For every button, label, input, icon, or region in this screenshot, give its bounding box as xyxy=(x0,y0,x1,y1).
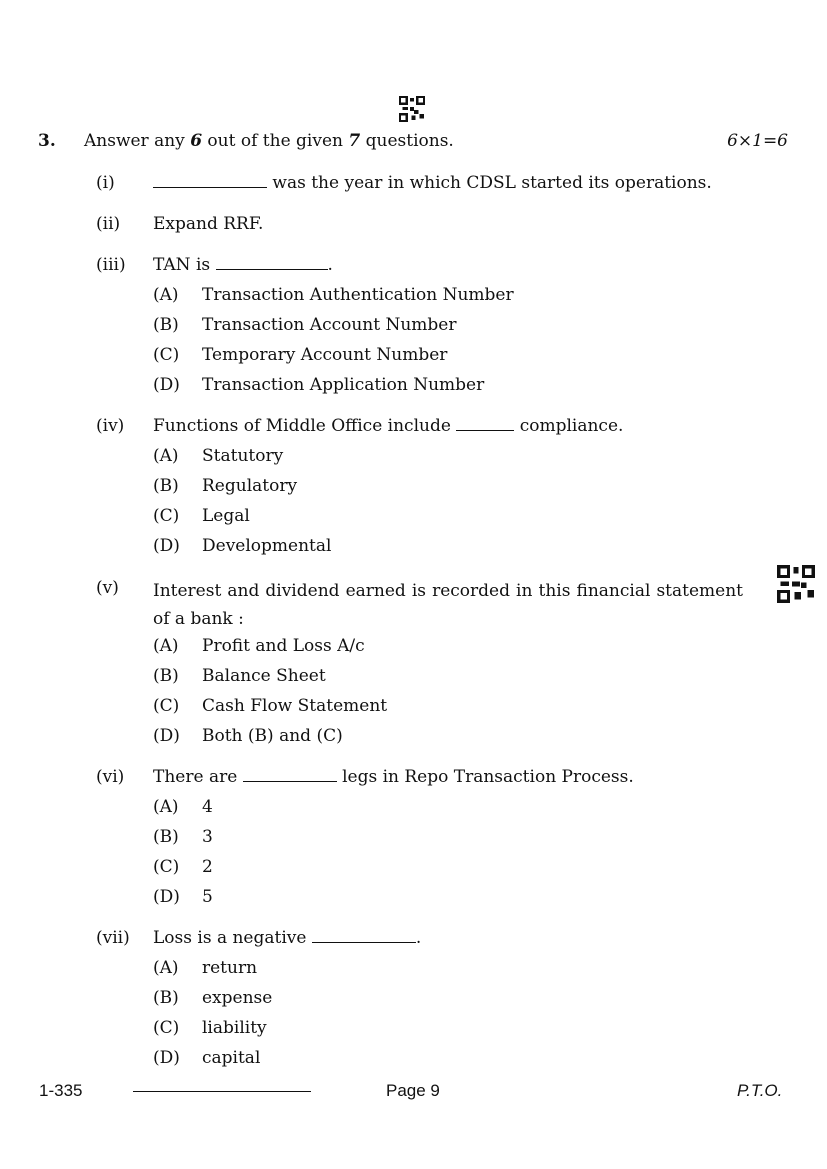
item-text-vi: There are legs in Repo Transaction Process. xyxy=(153,767,634,787)
qr-code-side xyxy=(777,565,815,603)
answer-blank xyxy=(456,416,514,431)
option-letter: (D) xyxy=(153,375,180,395)
item-label-ii: (ii) xyxy=(96,214,121,234)
option-letter: (B) xyxy=(153,827,179,847)
item-text-ii: Expand RRF. xyxy=(153,214,264,234)
option-letter: (C) xyxy=(153,857,180,877)
item-label-iii: (iii) xyxy=(96,255,126,275)
qr-code-top xyxy=(398,96,426,122)
option-text: Statutory xyxy=(202,446,284,466)
option-text: liability xyxy=(202,1018,267,1038)
answer-blank xyxy=(243,767,337,782)
option-letter: (B) xyxy=(153,988,179,1008)
option-text: Regulatory xyxy=(202,476,298,496)
option-text: Transaction Application Number xyxy=(202,375,485,395)
option-text: capital xyxy=(202,1048,261,1068)
question-number: 3. xyxy=(38,131,56,151)
option-text: Developmental xyxy=(202,536,332,556)
option-letter: (D) xyxy=(153,726,180,746)
option-text: Legal xyxy=(202,506,250,526)
please-turn-over: P.T.O. xyxy=(737,1081,783,1100)
item-label-vi: (vi) xyxy=(96,767,125,787)
option-text: Transaction Authentication Number xyxy=(202,285,514,305)
item-label-iv: (iv) xyxy=(96,416,125,436)
option-letter: (C) xyxy=(153,696,180,716)
option-text: 5 xyxy=(202,887,213,907)
item-text-iv: Functions of Middle Office include compliance. xyxy=(153,416,624,436)
option-text: expense xyxy=(202,988,273,1008)
option-letter: (D) xyxy=(153,1048,180,1068)
option-text: Cash Flow Statement xyxy=(202,696,388,716)
option-letter: (C) xyxy=(153,1018,180,1038)
item-text-iii: TAN is . xyxy=(153,255,333,275)
answer-blank xyxy=(216,255,328,270)
option-text: Transaction Account Number xyxy=(202,315,457,335)
question-marks: 6×1=6 xyxy=(727,131,788,151)
option-letter: (A) xyxy=(153,446,179,466)
option-text: Balance Sheet xyxy=(202,666,326,686)
answer-blank xyxy=(312,928,416,943)
item-text-v: Interest and dividend earned is recorded in this financial statement of a bank : xyxy=(153,581,743,629)
item-label-v: (v) xyxy=(96,578,119,598)
option-letter: (A) xyxy=(153,958,179,978)
option-text: 4 xyxy=(202,797,213,817)
option-text: return xyxy=(202,958,258,978)
paper-code: 1-335 xyxy=(39,1081,83,1100)
option-letter: (A) xyxy=(153,636,179,656)
option-letter: (C) xyxy=(153,345,180,365)
item-label-vii: (vii) xyxy=(96,928,130,948)
option-letter: (D) xyxy=(153,536,180,556)
option-text: Both (B) and (C) xyxy=(202,726,343,746)
option-letter: (A) xyxy=(153,285,179,305)
option-letter: (B) xyxy=(153,666,179,686)
question-instruction: Answer any 6 out of the given 7 questions. xyxy=(84,131,454,151)
option-text: Profit and Loss A/c xyxy=(202,636,365,656)
item-text-vii: Loss is a negative . xyxy=(153,928,422,948)
option-letter: (C) xyxy=(153,506,180,526)
option-text: Temporary Account Number xyxy=(202,345,448,365)
option-letter: (A) xyxy=(153,797,179,817)
page-number: Page 9 xyxy=(386,1081,440,1100)
question-header xyxy=(38,131,788,155)
option-letter: (B) xyxy=(153,315,179,335)
item-text-i: was the year in which CDSL started its operations. xyxy=(153,172,712,194)
item-label-i: (i) xyxy=(96,173,115,193)
option-text: 3 xyxy=(202,827,213,847)
option-text: 2 xyxy=(202,857,213,877)
footer-divider xyxy=(133,1091,311,1092)
option-letter: (B) xyxy=(153,476,179,496)
answer-blank xyxy=(153,173,267,188)
option-letter: (D) xyxy=(153,887,180,907)
